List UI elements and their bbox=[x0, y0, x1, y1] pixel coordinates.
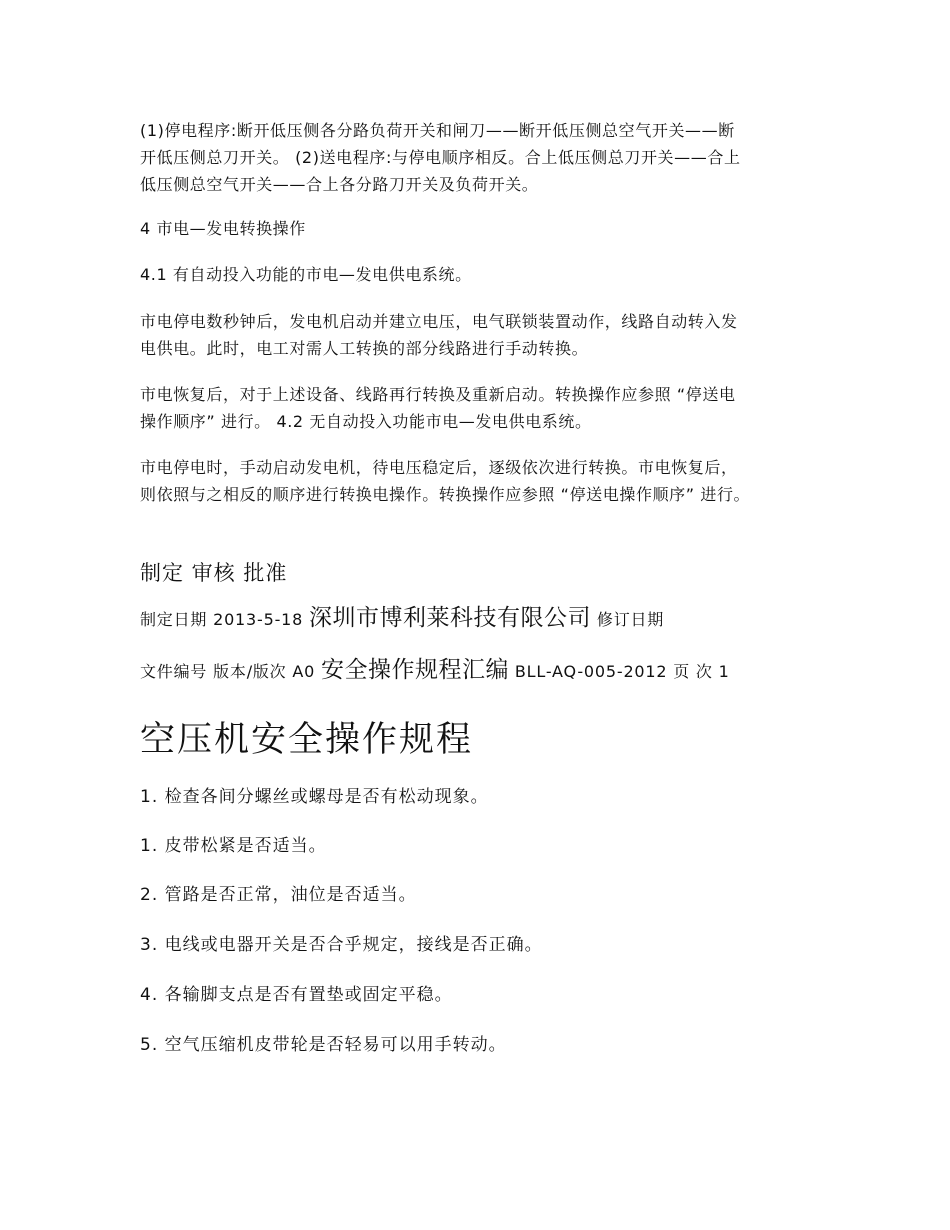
docno-label: 文件编号 bbox=[140, 662, 208, 681]
meta-line-docinfo bbox=[140, 657, 730, 683]
paragraph-line: (1)停电程序:断开低压侧各分路负荷开关和闸刀——断开低压侧总空气开关——断 bbox=[140, 121, 735, 140]
document-title: 空压机安全操作规程 bbox=[140, 720, 474, 760]
paragraph-line: 市电恢复后，对于上述设备、线路再行转换及重新启动。转换操作应参照 “停送电 bbox=[140, 385, 736, 404]
paragraph-line: 市电停电数秒钟后，发电机启动并建立电压，电气联锁装置动作，线路自动转入发 bbox=[140, 312, 738, 331]
page-number: 1 bbox=[718, 662, 730, 681]
list-item: 2. 管路是否正常，油位是否适当。 bbox=[140, 885, 417, 905]
collection-name: 安全操作规程汇编 bbox=[321, 657, 510, 683]
issue-date: 2013-5-18 bbox=[213, 610, 304, 629]
revision-date-label: 修订日期 bbox=[596, 610, 665, 629]
version-label: 版本/版次 bbox=[213, 662, 287, 681]
signoff-line: 制定 审核 批准 bbox=[140, 561, 288, 585]
document-number: BLL-AQ-005-2012 bbox=[514, 662, 668, 681]
list-item: 3. 电线或电器开关是否合乎规定，接线是否正确。 bbox=[140, 935, 543, 955]
meta-line-dates bbox=[140, 605, 665, 631]
date-label: 制定日期 bbox=[140, 610, 208, 629]
subsection-heading: 4.1 有自动投入功能的市电—发电供电系统。 bbox=[140, 265, 472, 284]
company-name: 深圳市博利莱科技有限公司 bbox=[309, 605, 591, 631]
list-item: 4. 各输脚支点是否有置垫或固定平稳。 bbox=[140, 985, 453, 1005]
paragraph-line: 则依照与之相反的顺序进行转换电操作。转换操作应参照 “停送电操作顺序” 进行。 bbox=[140, 485, 751, 504]
paragraph-line: 低压侧总空气开关——合上各分路刀开关及负荷开关。 bbox=[140, 175, 539, 194]
list-item: 5. 空气压缩机皮带轮是否轻易可以用手转动。 bbox=[140, 1035, 507, 1055]
paragraph-line: 电供电。此时，电工对需人工转换的部分线路进行手动转换。 bbox=[140, 339, 589, 358]
paragraph-line: 市电停电时，手动启动发电机，待电压稳定后，逐级依次进行转换。市电恢复后， bbox=[140, 458, 738, 477]
list-item: 1. 检查各间分螺丝或螺母是否有松动现象。 bbox=[140, 787, 489, 807]
page-label: 页 次 bbox=[673, 662, 713, 681]
section-heading: 4 市电—发电转换操作 bbox=[140, 219, 306, 238]
list-item: 1. 皮带松紧是否适当。 bbox=[140, 836, 327, 856]
paragraph-line: 开低压侧总刀开关。 (2)送电程序:与停电顺序相反。合上低压侧总刀开关——合上 bbox=[140, 148, 741, 167]
paragraph-line: 操作顺序” 进行。 4.2 无自动投入功能市电—发电供电系统。 bbox=[140, 412, 592, 431]
version-value: A0 bbox=[292, 662, 316, 681]
